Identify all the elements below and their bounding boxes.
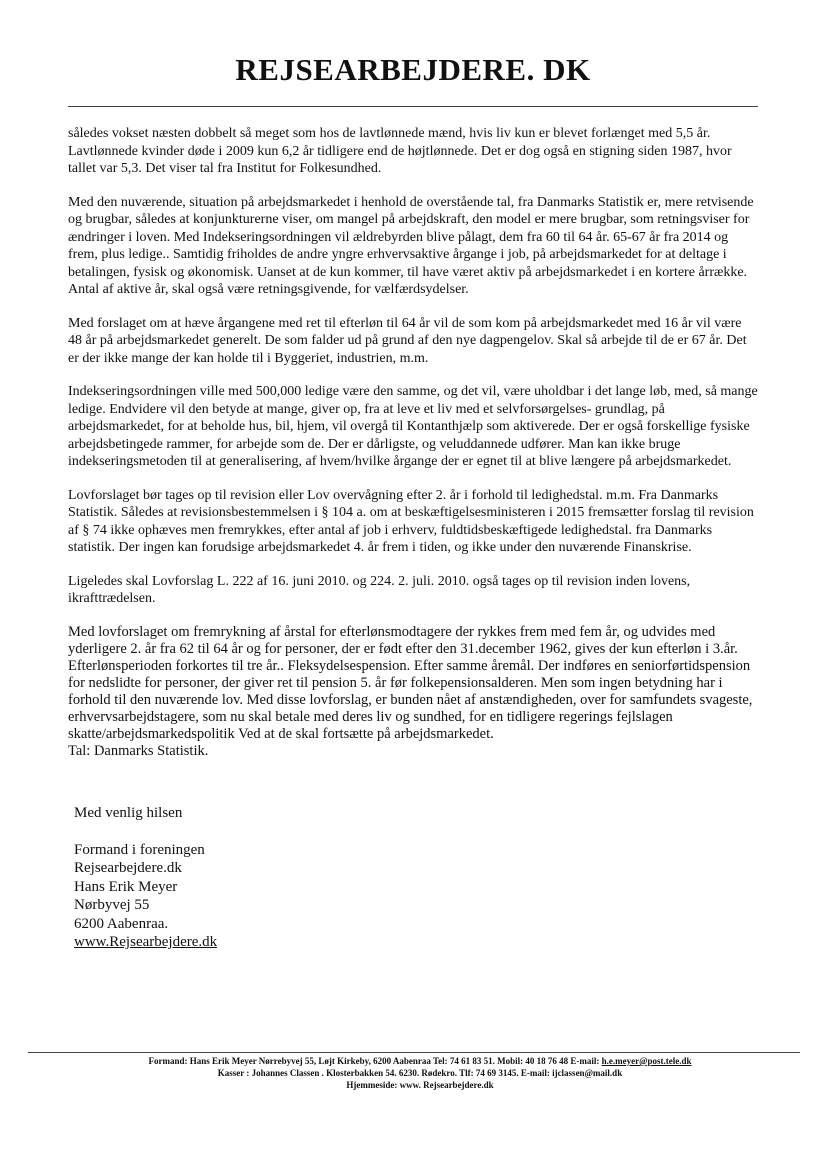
- signer-organization: Rejsearbejdere.dk: [74, 860, 182, 876]
- footer-divider: [28, 1052, 800, 1053]
- footer-chairman-email[interactable]: h.e.meyer@post.tele.dk: [601, 1056, 692, 1066]
- body-paragraph-2: Med den nuværende, situation på arbejdsmarkedet i henhold de overstående tal, fra Danmarks Statistik er, mere retvisende og brugbar, således at konjunkturerne viser, om mangel på arbejdskraft, den model er mere brugbar, som retningsviser for ændringer i loven. Med Indekseringsordningen vil ældrebyrden blive pålagt, dem fra 60 til 64 år. 65-67 år fra 2014 og frem, plus ledige.. Samtidig friholdes de andre yngre erhvervsaktive årgange i job, på arbejdsmarkedet for at deltage i betalingen, fysisk og økonomisk. Uanset at de kun kommer, til have været aktiv på arbejdsmarkedet i en kortere årrække. Antal af aktive år, skal også være retningsgivende, for vælfærdsydelser.: [68, 194, 754, 297]
- letterhead-footer: [60, 1055, 780, 1091]
- letterhead-title: REJSEARBEJDERE. DK: [235, 52, 591, 87]
- body-paragraph-5: Lovforslaget bør tages op til revision eller Lov overvågning efter 2. år i forhold til ledighedstal. m.m. Fra Danmarks Statistik. Således at revisionsbestemmelsen i § 104 a. om at beskæftigelsesministeren i 2015 fremsætter forslag til revision af § 74 ikke ophæves men fremrykkes, efter antal af job i erhverv, fuldtidsbeskæftigede ledighedstal. fra Danmarks statistik. Der ingen kan forudsige arbejdsmarkedet 4. år frem i tiden, og ikke under den nuværende Finanskrise.: [68, 487, 754, 555]
- footer-chairman-line: [60, 1055, 780, 1067]
- signature-block: [74, 804, 474, 952]
- body-source-note: Tal: Danmarks Statistik.: [68, 742, 209, 759]
- footer-chairman-text: Formand: Hans Erik Meyer Nørrebyvej 55, Løjt Kirkeby, 6200 Aabenraa Tel: 74 61 83 51. Mobil: 40 18 76 48 E-mail:: [148, 1056, 602, 1066]
- body-paragraph-1: således vokset næsten dobbelt så meget som hos de lavtlønnede mænd, hvis liv kun er blevet forlænget med 5,5 år. Lavtlønnede kvinder døde i 2009 kun 6,2 år tidligere end de højtlønnede. Det er dog også en stigning siden 1987, hvor tallet var 5,3. Det viser tal fra Institut for Folkesundhed.: [68, 126, 732, 176]
- body-paragraph-7: Med lovforslaget om fremrykning af årstal for efterlønsmodtagere der rykkes frem med fem år, og udvides med yderligere 2. år fra 62 til 64 år og for personer, der er født efter den 31.december 1962, gives der kun efterløn i 3.år.: [68, 623, 738, 657]
- signer-name: Hans Erik Meyer: [74, 878, 178, 895]
- footer-treasurer-line: Kasser : Johannes Classen . Klosterbakken 54. 6230. Rødekro. Tlf: 74 69 3145. E-mail: ijclassen@mail.dk: [217, 1068, 623, 1078]
- signer-role: Formand i foreningen: [74, 841, 205, 858]
- letter-body: [68, 125, 758, 760]
- signer-city: 6200 Aabenraa.: [74, 915, 169, 932]
- body-paragraph-4: Indekseringsordningen ville med 500,000 ledige være den samme, og det vil, være uholdbar i det lange løb, med, så mange ledige. Endvidere vil den betyde at mange, giver op, fra at leve et liv med et selvforsørgelses- grundlag, på arbejdsmarkedet, for at beholde hus, bil, hjem, vil overgå til Kontanthjælp som aktiverede. Der er også forskellige fysiske arbejdsbetingede rammer, for arbejde som de. Der er dårligste, og veluddannede udfører. Man kan ikke bruge indekseringsmetoden til at generalisering, af hvem/hvilke årgange der er egnet til at blive længere på arbejdsmarkedet.: [68, 384, 758, 469]
- website-link[interactable]: www.Rejsearbejdere.dk: [74, 934, 218, 950]
- body-paragraph-8: Efterlønsperioden forkortes til tre år.. Fleksydelsespension. Efter samme åremål. Der indføres en seniorførtidspension for nedslidte for personer, der giver ret til pension 5. år før folkepensionsalderen. Men som ingen betydning har i forhold til den nuværende lov. Med disse lovforslag, er bunden nået af anstændigheden, over for samfundets svageste, erhvervsarbejdstagere, som nu skal betale med deres liv og sundhed, for en tidligere regerings fejlslagen skatte/arbejdsmarkedspolitik Ved at de skal fortsætte på arbejdsmarkedet.: [68, 657, 753, 742]
- body-paragraph-3: Med forslaget om at hæve årgangene med ret til efterløn til 64 år vil de som kom på arbejdsmarkedet med 16 år vil være 48 år på arbejdsmarkedet generelt. De som falder ud på grund af den nye dagpengelov. Skal så arbejde til de er 67 år. Det er der ikke mange der kan holde til i Byggeriet, industrien, m.m.: [68, 315, 747, 366]
- header-divider: [68, 106, 758, 107]
- body-paragraph-6: Ligeledes skal Lovforslag L. 222 af 16. juni 2010. og 224. 2. juli. 2010. også tages op til revision inden lovens, ikrafttrædelsen.: [68, 573, 691, 606]
- signer-street: Nørbyvej 55: [74, 897, 150, 913]
- footer-homepage-line: Hjemmeside: www. Rejsearbejdere.dk: [346, 1080, 494, 1090]
- closing-greeting: Med venlig hilsen: [74, 805, 183, 821]
